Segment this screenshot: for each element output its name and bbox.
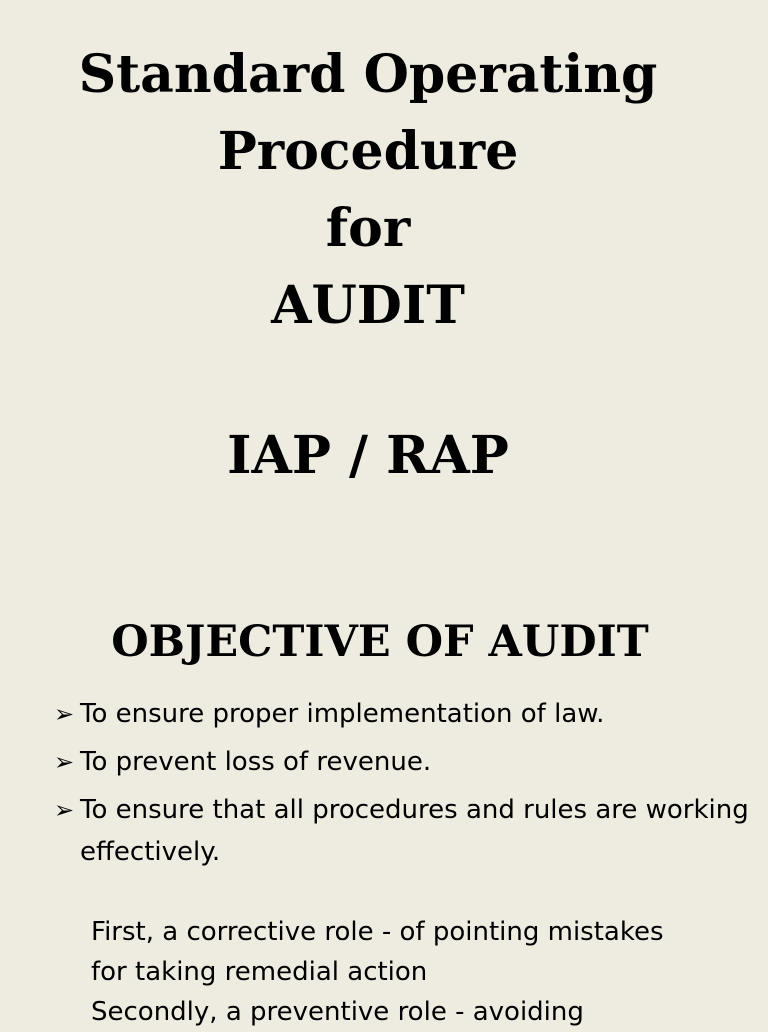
role-line: for taking remedial action — [91, 957, 428, 987]
title-line: AUDIT — [271, 275, 465, 336]
arrow-bullet-icon: ➢ — [54, 796, 75, 824]
title-line: for — [325, 198, 411, 259]
objective-text: To ensure proper implementation of law. — [80, 699, 605, 729]
list-item — [54, 693, 754, 735]
section-heading: OBJECTIVE OF AUDIT — [111, 617, 649, 667]
list-item — [54, 741, 754, 783]
roles-paragraph — [91, 912, 751, 1032]
role-line: First, a corrective role - of pointing mistakes — [91, 917, 664, 947]
document-subtitle: IAP / RAP — [227, 425, 509, 486]
objective-text: To prevent loss of revenue. — [80, 747, 432, 777]
document-title — [0, 36, 736, 344]
title-line: Procedure — [217, 121, 519, 182]
arrow-bullet-icon: ➢ — [54, 748, 75, 776]
list-item — [54, 789, 754, 873]
objective-list — [54, 693, 754, 879]
title-line: Standard Operating — [78, 44, 658, 105]
arrow-bullet-icon: ➢ — [54, 700, 75, 728]
role-line: Secondly, a preventive role - avoiding — [91, 997, 584, 1027]
objective-text: To ensure that all procedures and rules are working effectively. — [80, 795, 749, 867]
